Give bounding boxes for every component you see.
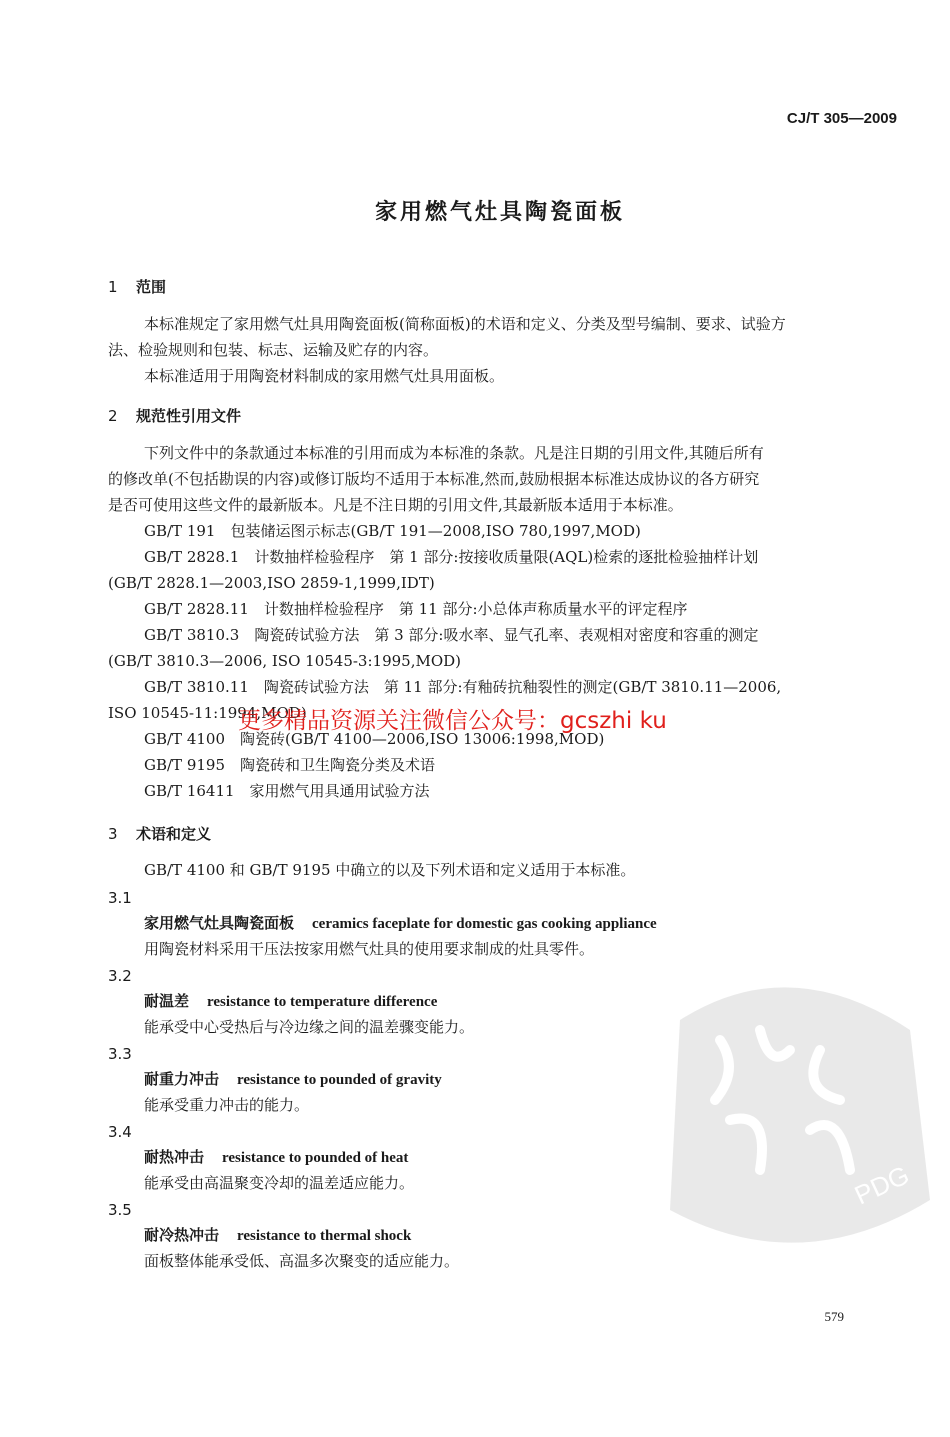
section-2-heading — [108, 405, 241, 426]
term-definition: 面板整体能承受低、高温多次聚变的适应能力。 — [144, 1252, 460, 1270]
term-number: 3.3 — [108, 1045, 132, 1063]
section-3-intro: GB/T 4100 和 GB/T 9195 中确立的以及下列术语和定义适用于本标准。 — [144, 861, 636, 879]
section-title: 术语和定义 — [136, 825, 212, 843]
reference-item-continuation: (GB/T 2828.1—2003,ISO 2859-1,1999,IDT) — [108, 574, 435, 592]
page-number: 579 — [824, 1309, 844, 1324]
term-heading — [144, 1222, 411, 1249]
term-definition: 用陶瓷材料采用干压法按家用燃气灶具的使用要求制成的灶具零件。 — [144, 940, 595, 958]
term-number: 3.2 — [108, 967, 132, 985]
reference-item: GB/T 2828.11 计数抽样检验程序 第 11 部分:小总体声称质量水平的评定程序 — [144, 600, 688, 618]
section-number: 2 — [108, 407, 118, 425]
section-3-heading — [108, 823, 211, 844]
term-chinese: 耐温差 — [144, 992, 190, 1010]
section-2-paragraph-b: 的修改单(不包括勘误的内容)或修订版均不适用于本标准,然而,鼓励根据本标准达成协议的各方研究 — [108, 470, 760, 488]
term-number: 3.1 — [108, 889, 132, 907]
term-number: 3.5 — [108, 1201, 132, 1219]
term-chinese: 耐冷热冲击 — [144, 1226, 220, 1244]
reference-item: GB/T 16411 家用燃气用具通用试验方法 — [144, 782, 430, 800]
section-title: 范围 — [136, 278, 167, 296]
reference-item-continuation: (GB/T 3810.3—2006, ISO 10545-3:1995,MOD) — [108, 652, 462, 670]
term-english: resistance to pounded of gravity — [237, 1072, 442, 1088]
watermark-text: 更多精品资源关注微信公众号：gcszhi ku — [238, 708, 667, 734]
reference-item: GB/T 2828.1 计数抽样检验程序 第 1 部分:按接收质量限(AQL)检索的逐批检验抽样计划 — [144, 548, 759, 566]
seal-label: PDG — [849, 1159, 914, 1211]
term-heading — [144, 988, 437, 1015]
term-english: resistance to pounded of heat — [222, 1150, 409, 1166]
reference-item-continuation: ISO 10545-11:1994,MOD) — [108, 704, 307, 722]
section-1-paragraph-2: 本标准适用于用陶瓷材料制成的家用燃气灶具用面板。 — [144, 367, 505, 385]
reference-item: GB/T 9195 陶瓷砖和卫生陶瓷分类及术语 — [144, 756, 436, 774]
seal-watermark — [640, 960, 940, 1260]
term-number: 3.4 — [108, 1123, 132, 1141]
section-1-heading — [108, 276, 166, 297]
section-number: 1 — [108, 278, 118, 296]
section-number: 3 — [108, 825, 118, 843]
term-english: resistance to temperature difference — [207, 994, 438, 1010]
section-title: 规范性引用文件 — [136, 407, 242, 425]
term-chinese: 耐重力冲击 — [144, 1070, 220, 1088]
term-heading — [144, 1066, 442, 1093]
document-title: 家用燃气灶具陶瓷面板 — [374, 200, 625, 225]
section-1-paragraph-1b: 法、检验规则和包装、标志、运输及贮存的内容。 — [108, 341, 439, 359]
term-english: resistance to thermal shock — [237, 1228, 412, 1244]
section-2-paragraph-c: 是否可使用这些文件的最新版本。凡是不注日期的引用文件,其最新版本适用于本标准。 — [108, 496, 683, 514]
section-2-paragraph-a: 下列文件中的条款通过本标准的引用而成为本标准的条款。凡是注日期的引用文件,其随后所有 — [144, 444, 764, 462]
reference-item: GB/T 191 包装储运图示标志(GB/T 191—2008,ISO 780,1997,MOD) — [144, 522, 641, 540]
term-chinese: 耐热冲击 — [144, 1148, 205, 1166]
reference-item: GB/T 3810.3 陶瓷砖试验方法 第 3 部分:吸水率、显气孔率、表观相对密度和容重的测定 — [144, 626, 759, 644]
standard-code: CJ/T 305—2009 — [786, 110, 897, 127]
term-english: ceramics faceplate for domestic gas cooking appliance — [312, 916, 657, 932]
term-chinese: 家用燃气灶具陶瓷面板 — [144, 914, 295, 932]
term-definition: 能承受重力冲击的能力。 — [144, 1096, 310, 1114]
term-heading — [144, 910, 657, 937]
reference-item: GB/T 3810.11 陶瓷砖试验方法 第 11 部分:有釉砖抗釉裂性的测定(GB/T 3810.11—2006, — [144, 678, 782, 696]
section-1-paragraph-1a: 本标准规定了家用燃气灶具用陶瓷面板(简称面板)的术语和定义、分类及型号编制、要求、试验方 — [144, 315, 786, 333]
term-definition: 能承受中心受热后与冷边缘之间的温差骤变能力。 — [144, 1018, 475, 1036]
term-heading — [144, 1144, 408, 1171]
term-definition: 能承受由高温聚变冷却的温差适应能力。 — [144, 1174, 415, 1192]
reference-item: GB/T 4100 陶瓷砖(GB/T 4100—2006,ISO 13006:1998,MOD) — [144, 730, 605, 748]
